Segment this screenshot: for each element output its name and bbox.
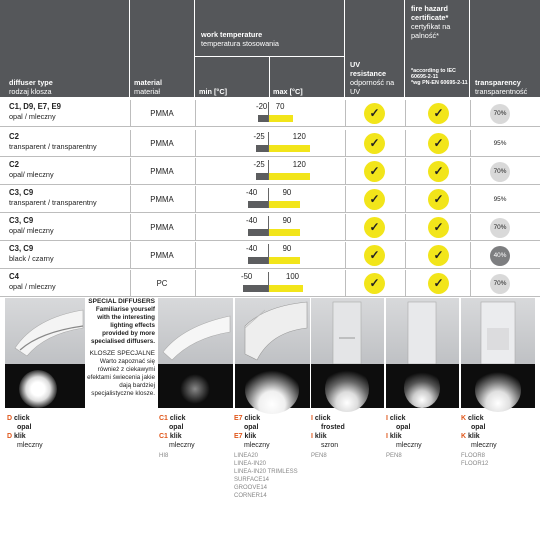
diffuser-code: C1 xyxy=(159,415,168,422)
fire-check-icon: ✓ xyxy=(428,245,449,266)
diffuser-mount: klik xyxy=(14,433,26,440)
header-temp-en: work temperature xyxy=(201,30,263,39)
row-diffuser xyxy=(9,132,124,152)
row-diffuser-desc: opal / mleczny xyxy=(9,112,56,121)
diffuser-label-line xyxy=(386,414,460,423)
header-material-en: material xyxy=(134,78,162,87)
transparency-badge: 95% xyxy=(490,190,510,210)
fire-check-icon: ✓ xyxy=(428,217,449,238)
table-row xyxy=(0,186,540,213)
row-temp-max: 100 xyxy=(286,272,300,281)
row-temp-max: 70 xyxy=(275,102,285,111)
diffuser-mount: klik xyxy=(244,433,257,440)
row-temp-max: 120 xyxy=(292,160,306,169)
row-diffuser-code: C3, C9 xyxy=(9,188,34,197)
row-diffuser-desc: opal / mleczny xyxy=(9,282,56,291)
row-diffuser xyxy=(9,216,124,236)
fire-check-icon: ✓ xyxy=(428,133,449,154)
diffuser-label-line xyxy=(159,432,233,441)
table-row xyxy=(0,130,540,157)
diffuser-code: C1 xyxy=(159,433,168,440)
diffuser-code: E7 xyxy=(234,415,243,422)
table-row xyxy=(0,100,540,127)
row-diffuser-desc: transparent / transparentny xyxy=(9,198,97,207)
row-temp-max-bar xyxy=(269,173,310,180)
transparency-badge: 70% xyxy=(490,104,510,124)
row-temp-max-bar xyxy=(269,257,300,264)
diffuser-finish: mleczny xyxy=(169,442,195,449)
row-temp-min: -40 xyxy=(246,216,258,225)
diffuser-finish: szron xyxy=(321,442,339,449)
table-row xyxy=(0,242,540,269)
compatible-profiles: PEN8 xyxy=(386,453,402,459)
compatible-profiles: LINEA20 LINEA-IN20 LINEA-IN20 TRIMLESS SURFACE14 GROOVE14 CORNER14 xyxy=(234,453,298,499)
diffuser-finish: opal xyxy=(17,424,32,431)
header-min: min [°C] xyxy=(199,87,228,96)
header-material-cell xyxy=(130,0,195,97)
row-temp-min-bar xyxy=(248,201,268,208)
table-header xyxy=(0,0,540,97)
special-heading-pl: KLOSZE SPECJALNE xyxy=(89,350,155,357)
special-diffusers-section xyxy=(0,298,540,540)
table-row xyxy=(0,270,540,297)
row-temp-min-bar xyxy=(256,145,269,152)
diffuser-finish: mleczny xyxy=(471,442,497,449)
diffuser-finish: opal xyxy=(244,424,259,431)
diffuser-photo-d xyxy=(5,298,85,408)
row-temp-min: -25 xyxy=(253,160,265,169)
row-temp-max-bar xyxy=(269,145,310,152)
row-temp-max: 90 xyxy=(282,216,292,225)
row-material: PMMA xyxy=(150,109,174,118)
header-trans-pl: transparentność xyxy=(475,87,528,96)
diffuser-finish: opal xyxy=(396,424,411,431)
diffuser-code: E7 xyxy=(234,433,243,440)
row-diffuser-desc: transparent / transparentny xyxy=(9,142,97,151)
row-temp-min-bar xyxy=(243,285,268,292)
row-diffuser-code: C3, C9 xyxy=(9,216,34,225)
row-diffuser-desc: black / czarny xyxy=(9,254,54,263)
uv-check-icon: ✓ xyxy=(364,273,385,294)
uv-check-icon: ✓ xyxy=(364,103,385,124)
row-diffuser xyxy=(9,272,124,292)
diffuser-photo-k xyxy=(461,298,535,408)
diffuser-code: K xyxy=(461,415,467,422)
diffuser-label-line xyxy=(7,414,81,423)
diffuser-label-line xyxy=(461,432,535,441)
header-fire-en: fire hazard certificate* xyxy=(411,4,449,22)
diffuser-mount: click xyxy=(169,415,186,422)
header-uv-pl: odporność na UV xyxy=(350,78,395,96)
transparency-badge: 40% xyxy=(490,246,510,266)
fire-check-icon: ✓ xyxy=(428,161,449,182)
header-uv-cell xyxy=(345,0,405,97)
transparency-badge: 95% xyxy=(490,134,510,154)
row-temp-min-bar xyxy=(248,229,268,236)
header-max: max [°C] xyxy=(273,87,303,96)
table-row xyxy=(0,214,540,241)
row-temp-min: -40 xyxy=(246,188,258,197)
row-temp-max: 90 xyxy=(282,188,292,197)
diffuser-finish: mleczny xyxy=(17,442,43,449)
header-trans-en: transparency xyxy=(475,78,521,87)
row-diffuser xyxy=(9,160,124,180)
header-fire-note2: *wg PN-EN 60695-2-11 xyxy=(411,80,468,86)
diffuser-code: I xyxy=(311,415,313,422)
diffuser-label-line xyxy=(7,432,81,441)
diffuser-finish: frosted xyxy=(321,424,345,431)
row-diffuser-code: C3, C9 xyxy=(9,244,34,253)
diffuser-photo-i-frosted xyxy=(311,298,384,408)
row-diffuser xyxy=(9,102,124,122)
row-temp-max-bar xyxy=(269,115,293,122)
header-fire-cell xyxy=(405,0,470,97)
row-diffuser-desc: opal/ mleczny xyxy=(9,170,54,179)
fire-check-icon: ✓ xyxy=(428,103,449,124)
diffuser-mount: click xyxy=(314,415,331,422)
header-trans-cell xyxy=(470,0,540,97)
compatible-profiles: FLOOR8 FLOOR12 xyxy=(461,453,489,467)
diffuser-code: D xyxy=(7,415,13,422)
transparency-badge: 70% xyxy=(490,162,510,182)
row-temp-min: -20 xyxy=(256,102,268,111)
row-material: PMMA xyxy=(150,195,174,204)
diffuser-mount: klik xyxy=(468,433,480,440)
row-temp-min: -25 xyxy=(253,132,265,141)
diffuser-mount: click xyxy=(244,415,261,422)
uv-check-icon: ✓ xyxy=(364,161,385,182)
transparency-badge: 70% xyxy=(490,274,510,294)
row-diffuser-code: C1, D9, E7, E9 xyxy=(9,102,62,111)
row-temp-min-bar xyxy=(256,173,269,180)
diffuser-label xyxy=(386,414,460,460)
row-material: PMMA xyxy=(150,223,174,232)
row-temp-min: -50 xyxy=(241,272,253,281)
diffuser-label-line xyxy=(311,432,385,441)
diffuser-label xyxy=(311,414,385,460)
diffuser-code: D xyxy=(7,433,13,440)
row-temp-min: -40 xyxy=(246,244,258,253)
diffuser-code: K xyxy=(461,433,467,440)
diffuser-label xyxy=(159,414,233,460)
row-temp-min-bar xyxy=(248,257,268,264)
diffuser-label-line xyxy=(386,432,460,441)
row-diffuser-code: C4 xyxy=(9,272,19,281)
compatible-profiles: PEN8 xyxy=(311,453,327,459)
compatible-profiles: HI8 xyxy=(159,453,169,459)
row-temp-min-bar xyxy=(258,115,268,122)
header-diffuser-cell xyxy=(0,0,130,97)
diffuser-code: I xyxy=(386,415,388,422)
header-material-pl: materiał xyxy=(134,87,160,96)
uv-check-icon: ✓ xyxy=(364,217,385,238)
diffuser-label xyxy=(234,414,308,500)
header-temp-pl: temperatura stosowania xyxy=(201,39,279,48)
diffuser-label-line xyxy=(234,432,308,441)
row-diffuser-desc: opal/ mleczny xyxy=(9,226,54,235)
row-temp-max: 90 xyxy=(282,244,292,253)
header-uv-en: UV resistance xyxy=(350,60,387,78)
uv-check-icon: ✓ xyxy=(364,133,385,154)
diffuser-finish: opal xyxy=(169,424,184,431)
header-fire-pl: certyfikat na palność* xyxy=(411,22,451,40)
diffuser-label xyxy=(461,414,535,468)
diffuser-photo-c1 xyxy=(158,298,233,408)
row-diffuser xyxy=(9,188,124,208)
row-temp-max-bar xyxy=(269,229,300,236)
row-diffuser-code: C2 xyxy=(9,160,19,169)
header-diffuser-en: diffuser type xyxy=(9,78,53,87)
diffuser-photo-i-opal xyxy=(386,298,459,408)
diffuser-code: I xyxy=(386,433,388,440)
diffuser-label-line xyxy=(159,414,233,423)
diffuser-mount: klik xyxy=(169,433,182,440)
row-diffuser xyxy=(9,244,124,264)
diffuser-code: I xyxy=(311,433,313,440)
row-diffuser-code: C2 xyxy=(9,132,19,141)
diffuser-mount: click xyxy=(389,415,406,422)
diffuser-finish: opal xyxy=(471,424,486,431)
diffuser-label-line xyxy=(461,414,535,423)
header-temp-cell xyxy=(195,0,345,97)
diffuser-label-line xyxy=(311,414,385,423)
fire-check-icon: ✓ xyxy=(428,273,449,294)
diffuser-mount: klik xyxy=(389,433,402,440)
diffuser-mount: click xyxy=(14,415,30,422)
special-text-pl: Warto zapoznać się również z ciekawymi efektami świecenia jakie dają bardziej specjalistyczne klosze. xyxy=(87,358,155,397)
uv-check-icon: ✓ xyxy=(364,189,385,210)
row-material: PMMA xyxy=(150,139,174,148)
diffuser-photo-e7 xyxy=(235,298,310,408)
diffuser-label-line xyxy=(234,414,308,423)
row-material: PC xyxy=(156,279,168,288)
diffuser-mount: klik xyxy=(314,433,327,440)
table-row xyxy=(0,158,540,185)
diffuser-label xyxy=(7,414,81,450)
header-fire-note1: *according to IEC 60695-2-11 xyxy=(411,68,456,80)
row-temp-max-bar xyxy=(269,285,303,292)
transparency-badge: 70% xyxy=(490,218,510,238)
special-heading-en: SPECIAL DIFFUSERS xyxy=(88,298,155,305)
special-text-en: Familiarise yourself with the interesting lighting effects provided by more specialised diffusers. xyxy=(90,306,155,345)
header-diffuser-pl: rodzaj klosza xyxy=(9,87,52,96)
diffuser-finish: mleczny xyxy=(244,442,270,449)
row-material: PMMA xyxy=(150,167,174,176)
row-temp-max-bar xyxy=(269,201,300,208)
fire-check-icon: ✓ xyxy=(428,189,449,210)
uv-check-icon: ✓ xyxy=(364,245,385,266)
diffuser-finish: mleczny xyxy=(396,442,422,449)
row-material: PMMA xyxy=(150,251,174,260)
diffuser-mount: click xyxy=(468,415,484,422)
special-diffusers-text xyxy=(85,298,158,408)
row-temp-max: 120 xyxy=(292,132,306,141)
